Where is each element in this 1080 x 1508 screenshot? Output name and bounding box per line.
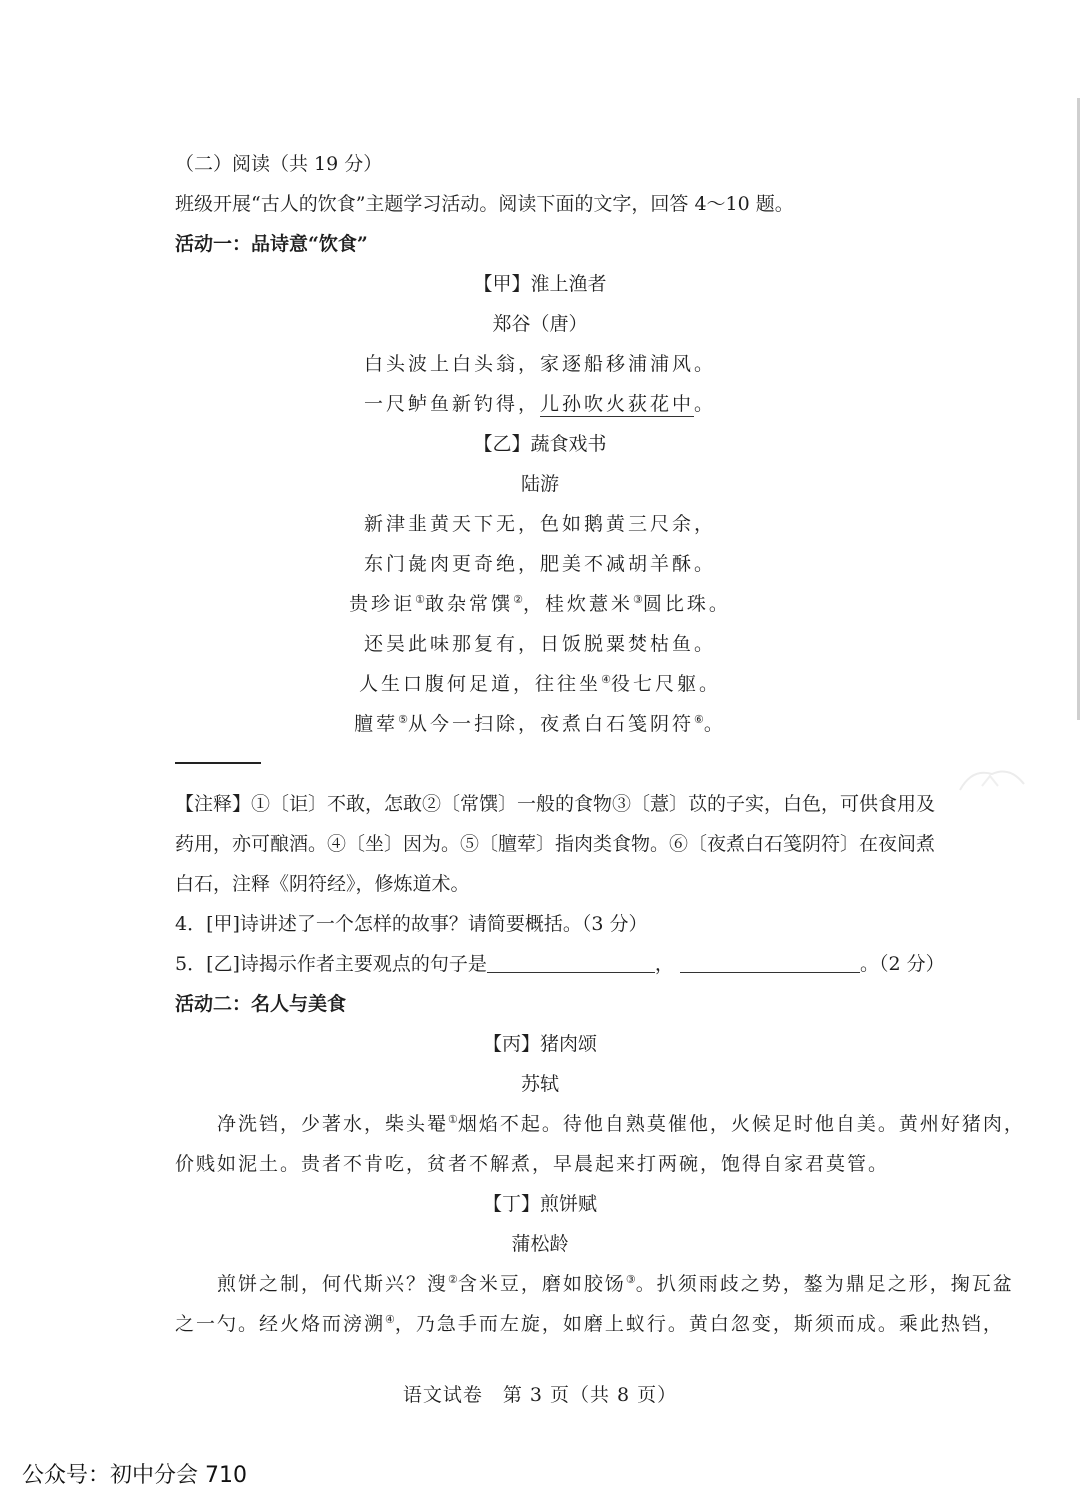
page-footer: 语文试卷 第 3 页（共 8 页）: [402, 1384, 678, 1406]
text: 膻荤: [354, 713, 399, 735]
text: 役七尺躯。: [610, 673, 721, 695]
note-mark: ③: [625, 1273, 636, 1286]
text: 从今一扫除，夜煮白石笺阴符: [407, 713, 694, 735]
note-mark: ②: [448, 1273, 458, 1286]
question-4: 4．[甲]诗讲述了一个怎样的故事？请简要概括。（3 分）: [175, 913, 648, 935]
notes-line-1: 【注释】①〔讵〕不敢，怎敢②〔常馔〕一般的食物③〔薏〕苡的子实，白色，可供食用及: [175, 793, 936, 815]
bing-title: 【丙】猪肉颂: [482, 1033, 597, 1055]
text: 煎饼之制，何代斯兴？溲: [217, 1273, 449, 1295]
poem-yi-line-4: 还吴此味那复有，日饭脱粟焚枯鱼。: [363, 633, 716, 655]
notes-line-3: 白石，注释《阴符经》，修炼道术。: [175, 873, 470, 895]
text: 之一勺。经火烙而滂溯: [175, 1313, 386, 1335]
poem-yi-line-3: [0, 590, 1080, 618]
question-5-points: 。（2 分）: [859, 953, 945, 975]
poem-jia-line-1: 白头波上白头翁，家逐船移浦浦风。: [363, 353, 716, 375]
activity1-title: 活动一：品诗意“饮食”: [175, 233, 368, 255]
text: 敢杂常馔: [425, 593, 514, 615]
ding-paragraph-line-1: [175, 1270, 1028, 1298]
poem-yi-title: 【乙】蔬食戏书: [473, 433, 607, 455]
section-header: （二）阅读（共 19 分）: [175, 153, 383, 175]
intro-text: 班级开展“古人的饮食”主题学习活动。阅读下面的文字，回答 4～10 题。: [175, 193, 794, 215]
note-mark-2: ②: [513, 593, 523, 606]
poem-yi-line-6: [0, 710, 1080, 738]
poem-jia-author: 郑谷（唐）: [492, 313, 588, 335]
ding-author: 蒲松龄: [511, 1233, 569, 1255]
text: 含米豆，磨如胶饧: [457, 1273, 626, 1295]
ding-title: 【丁】煎饼赋: [482, 1193, 597, 1215]
text: ，桂炊薏米: [522, 593, 633, 615]
poem-yi-line-1: 新津韭黄天下无，色如鹅黄三尺余，: [363, 513, 716, 535]
answer-blank-2[interactable]: [680, 952, 860, 973]
poem-yi-line-5: [0, 670, 1080, 698]
note-mark: ①: [448, 1113, 458, 1126]
note-mark-3: ③: [632, 593, 643, 606]
text: ，乃急手而左旋，如磨上蚁行。黄白忽变，斯须而成。乘此热铛，: [394, 1313, 1004, 1335]
text: 烟焰不起。待他自熟莫催他，火候足时他自美。黄州好猪肉，: [457, 1113, 1025, 1135]
poem-jia-line-2: [0, 390, 1080, 418]
poem-yi-line-2: 东门彘肉更奇绝，肥美不减胡羊酥。: [363, 553, 716, 575]
bing-paragraph-line-2: 价贱如泥土。贵者不肯吃，贫者不解煮，早晨起来打两碗，饱得自家君莫管。: [175, 1153, 890, 1175]
bing-author: 苏轼: [520, 1073, 559, 1095]
note-mark-1: ①: [415, 593, 426, 606]
note-mark-5: ⑤: [398, 713, 408, 726]
ding-paragraph-line-2: [175, 1310, 1028, 1338]
question-5-stem: 5．[乙]诗揭示作者主要观点的句子是: [175, 953, 487, 975]
poem-yi-author: 陆游: [520, 473, 559, 495]
poem-jia-title: 【甲】淮上渔者: [473, 273, 607, 295]
note-mark-4: ④: [601, 673, 611, 686]
poem-jia-line-2-end: 。: [694, 393, 717, 415]
watermark-text: 公众号：初中分会 710: [22, 1463, 247, 1488]
text: 圆比珠。: [642, 593, 731, 615]
text: 人生口腹何足道，往往坐: [359, 673, 602, 695]
bing-paragraph-line-1: [175, 1110, 1028, 1138]
footnote-divider: [175, 762, 261, 764]
text: 。扒须雨歧之势，鏊为鼎足之形，掬瓦盆: [635, 1273, 1014, 1295]
note-mark: ④: [385, 1313, 395, 1326]
text: 。: [703, 713, 726, 735]
question-5: [175, 950, 1028, 978]
answer-blank-1[interactable]: [487, 952, 655, 973]
text: 贵珍讵: [349, 593, 416, 615]
note-mark-6: ⑥: [694, 713, 704, 726]
poem-jia-line-2-a: 一尺鲈鱼新钓得，: [363, 393, 540, 415]
question-5-comma: ，: [654, 953, 674, 975]
underlined-phrase: 儿孙吹火荻花中: [539, 393, 694, 415]
activity2-title: 活动二：名人与美食: [175, 993, 347, 1015]
notes-line-2: 药用，亦可酿酒。④〔坐〕因为。⑤〔膻荤〕指肉类食物。⑥〔夜煮白石笺阴符〕在夜间煮: [175, 833, 936, 855]
text: 净洗铛，少著水，柴头罨: [217, 1113, 449, 1135]
